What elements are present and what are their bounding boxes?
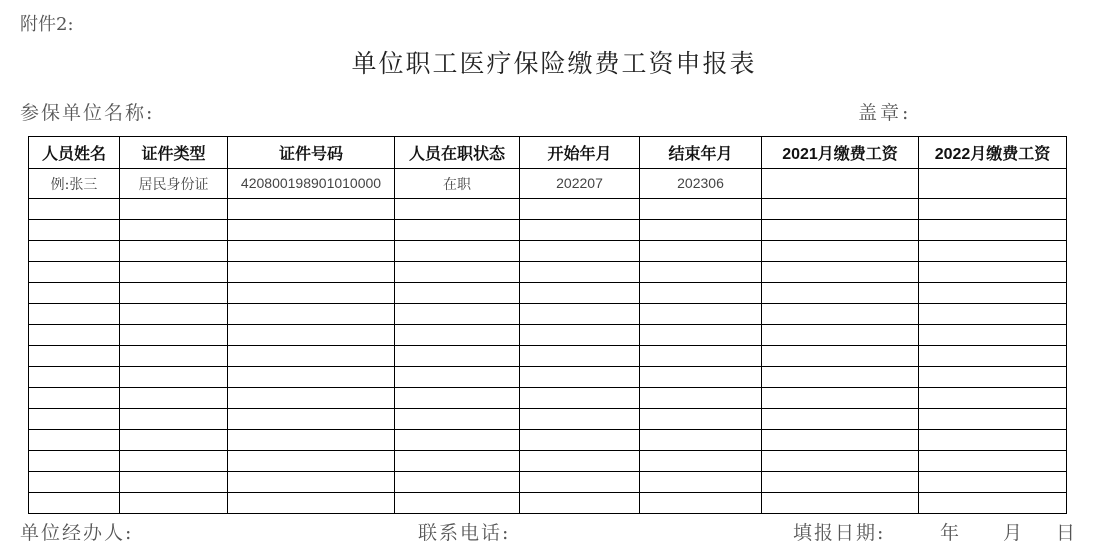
table-cell-blank xyxy=(520,283,640,304)
table-cell-blank xyxy=(395,304,520,325)
table-cell-blank xyxy=(120,304,228,325)
table-cell-blank xyxy=(919,493,1067,514)
table-cell-blank xyxy=(919,262,1067,283)
table-cell-blank xyxy=(120,430,228,451)
cell-id-number: 420800198901010000 xyxy=(228,169,395,199)
table-cell-blank xyxy=(762,409,919,430)
header-employment-status: 人员在职状态 xyxy=(395,137,520,169)
header-start-month: 开始年月 xyxy=(520,137,640,169)
table-cell-blank xyxy=(395,409,520,430)
table-cell-blank xyxy=(120,367,228,388)
table-cell-blank xyxy=(120,388,228,409)
table-row-blank xyxy=(29,388,1067,409)
table-cell-blank xyxy=(29,472,120,493)
table-cell-blank xyxy=(640,430,762,451)
table-cell-blank xyxy=(520,199,640,220)
table-cell-blank xyxy=(29,346,120,367)
table-cell-blank xyxy=(395,325,520,346)
table-cell-blank xyxy=(29,304,120,325)
table-cell-blank xyxy=(120,409,228,430)
cell-employment-status: 在职 xyxy=(395,169,520,199)
table-cell-blank xyxy=(919,367,1067,388)
table-row-blank xyxy=(29,199,1067,220)
table-cell-blank xyxy=(395,430,520,451)
unit-agent-label: 单位经办人: xyxy=(20,522,134,544)
table-cell-blank xyxy=(520,430,640,451)
table-cell-blank xyxy=(120,283,228,304)
table-cell-blank xyxy=(120,451,228,472)
table-row-example xyxy=(29,169,1067,199)
table-cell-blank xyxy=(120,493,228,514)
table-cell-blank xyxy=(395,283,520,304)
table-cell-blank xyxy=(640,325,762,346)
table-cell-blank xyxy=(228,409,395,430)
table-cell-blank xyxy=(919,304,1067,325)
table-cell-blank xyxy=(762,472,919,493)
table-cell-blank xyxy=(228,472,395,493)
table-cell-blank xyxy=(762,430,919,451)
contact-phone-label: 联系电话: xyxy=(418,522,511,544)
table-cell-blank xyxy=(395,472,520,493)
table-cell-blank xyxy=(762,346,919,367)
table-row-blank xyxy=(29,493,1067,514)
table-cell-blank xyxy=(120,241,228,262)
table-cell-blank xyxy=(762,325,919,346)
table-cell-blank xyxy=(762,262,919,283)
table-cell-blank xyxy=(520,241,640,262)
cell-person-name: 例:张三 xyxy=(29,169,120,199)
table-cell-blank xyxy=(228,262,395,283)
table-cell-blank xyxy=(120,220,228,241)
seal-label: 盖章: xyxy=(858,102,912,124)
table-cell-blank xyxy=(762,388,919,409)
table-cell-blank xyxy=(29,262,120,283)
table-cell-blank xyxy=(919,430,1067,451)
table-cell-blank xyxy=(520,325,640,346)
header-person-name: 人员姓名 xyxy=(29,137,120,169)
table-cell-blank xyxy=(520,493,640,514)
table-cell-blank xyxy=(520,388,640,409)
header-id-type: 证件类型 xyxy=(120,137,228,169)
table-cell-blank xyxy=(228,493,395,514)
cell-2022-wage xyxy=(919,169,1067,199)
fill-date-label: 填报日期: xyxy=(793,522,886,544)
table-cell-blank xyxy=(640,241,762,262)
table-row-blank xyxy=(29,283,1067,304)
table-cell-blank xyxy=(520,220,640,241)
table-row-blank xyxy=(29,262,1067,283)
table-header-row xyxy=(29,137,1067,169)
table-cell-blank xyxy=(919,451,1067,472)
table-cell-blank xyxy=(120,325,228,346)
table-cell-blank xyxy=(762,367,919,388)
table-cell-blank xyxy=(520,409,640,430)
cell-end-month: 202306 xyxy=(640,169,762,199)
table-cell-blank xyxy=(228,367,395,388)
table-cell-blank xyxy=(228,199,395,220)
table-cell-blank xyxy=(228,283,395,304)
header-2021-wage: 2021月缴费工资 xyxy=(762,137,919,169)
table-cell-blank xyxy=(120,346,228,367)
table-row-blank xyxy=(29,241,1067,262)
table-cell-blank xyxy=(395,346,520,367)
table-cell-blank xyxy=(120,199,228,220)
table-cell-blank xyxy=(640,283,762,304)
document-title: 单位职工医疗保险缴费工资申报表 xyxy=(351,49,757,78)
table-cell-blank xyxy=(228,325,395,346)
table-cell-blank xyxy=(228,220,395,241)
cell-start-month: 202207 xyxy=(520,169,640,199)
table-cell-blank xyxy=(640,472,762,493)
attachment-label: 附件2: xyxy=(20,14,74,35)
table-cell-blank xyxy=(228,451,395,472)
table-cell-blank xyxy=(520,262,640,283)
table-cell-blank xyxy=(640,367,762,388)
table-cell-blank xyxy=(640,451,762,472)
table-cell-blank xyxy=(120,472,228,493)
table-cell-blank xyxy=(29,493,120,514)
cell-id-type: 居民身份证 xyxy=(120,169,228,199)
table-cell-blank xyxy=(762,304,919,325)
table-cell-blank xyxy=(919,199,1067,220)
table-cell-blank xyxy=(919,388,1067,409)
table-cell-blank xyxy=(29,325,120,346)
table-cell-blank xyxy=(919,472,1067,493)
table-cell-blank xyxy=(395,220,520,241)
table-cell-blank xyxy=(395,451,520,472)
table-cell-blank xyxy=(29,388,120,409)
table-cell-blank xyxy=(640,409,762,430)
table-cell-blank xyxy=(228,388,395,409)
table-cell-blank xyxy=(120,262,228,283)
table-cell-blank xyxy=(919,346,1067,367)
table-cell-blank xyxy=(640,346,762,367)
cell-2021-wage xyxy=(762,169,919,199)
table-cell-blank xyxy=(395,493,520,514)
table-cell-blank xyxy=(29,451,120,472)
table-cell-blank xyxy=(919,220,1067,241)
table-cell-blank xyxy=(640,388,762,409)
table-cell-blank xyxy=(395,262,520,283)
header-end-month: 结束年月 xyxy=(640,137,762,169)
date-day-label: 日 xyxy=(1056,522,1076,544)
table-row-blank xyxy=(29,367,1067,388)
header-2022-wage: 2022月缴费工资 xyxy=(919,137,1067,169)
table-cell-blank xyxy=(919,283,1067,304)
table-cell-blank xyxy=(520,451,640,472)
table-cell-blank xyxy=(228,304,395,325)
table-cell-blank xyxy=(29,409,120,430)
table-cell-blank xyxy=(762,199,919,220)
table-cell-blank xyxy=(520,472,640,493)
table-cell-blank xyxy=(395,241,520,262)
table-row-blank xyxy=(29,325,1067,346)
table-cell-blank xyxy=(29,283,120,304)
table-cell-blank xyxy=(520,367,640,388)
report-table xyxy=(28,136,1067,514)
table-cell-blank xyxy=(228,430,395,451)
table-cell-blank xyxy=(29,199,120,220)
table-cell-blank xyxy=(29,367,120,388)
table-cell-blank xyxy=(520,346,640,367)
table-cell-blank xyxy=(762,451,919,472)
table-cell-blank xyxy=(640,199,762,220)
table-cell-blank xyxy=(762,220,919,241)
table-cell-blank xyxy=(395,388,520,409)
table-row-blank xyxy=(29,220,1067,241)
table-row-blank xyxy=(29,346,1067,367)
table-row-blank xyxy=(29,472,1067,493)
table-cell-blank xyxy=(640,304,762,325)
table-row-blank xyxy=(29,409,1067,430)
table-cell-blank xyxy=(919,409,1067,430)
table-cell-blank xyxy=(919,325,1067,346)
table-cell-blank xyxy=(762,493,919,514)
table-cell-blank xyxy=(762,241,919,262)
table-cell-blank xyxy=(395,199,520,220)
table-cell-blank xyxy=(228,241,395,262)
date-month-label: 月 xyxy=(1003,522,1023,544)
table-cell-blank xyxy=(640,220,762,241)
header-id-number: 证件号码 xyxy=(228,137,395,169)
date-year-label: 年 xyxy=(940,522,960,544)
table-cell-blank xyxy=(395,367,520,388)
table-cell-blank xyxy=(520,304,640,325)
table-row-blank xyxy=(29,430,1067,451)
table-cell-blank xyxy=(762,283,919,304)
table-cell-blank xyxy=(29,430,120,451)
insured-unit-label: 参保单位名称: xyxy=(20,102,155,124)
table-row-blank xyxy=(29,451,1067,472)
table-cell-blank xyxy=(29,241,120,262)
table-cell-blank xyxy=(640,493,762,514)
table-cell-blank xyxy=(919,241,1067,262)
table-cell-blank xyxy=(228,346,395,367)
table-cell-blank xyxy=(640,262,762,283)
table-cell-blank xyxy=(29,220,120,241)
table-row-blank xyxy=(29,304,1067,325)
